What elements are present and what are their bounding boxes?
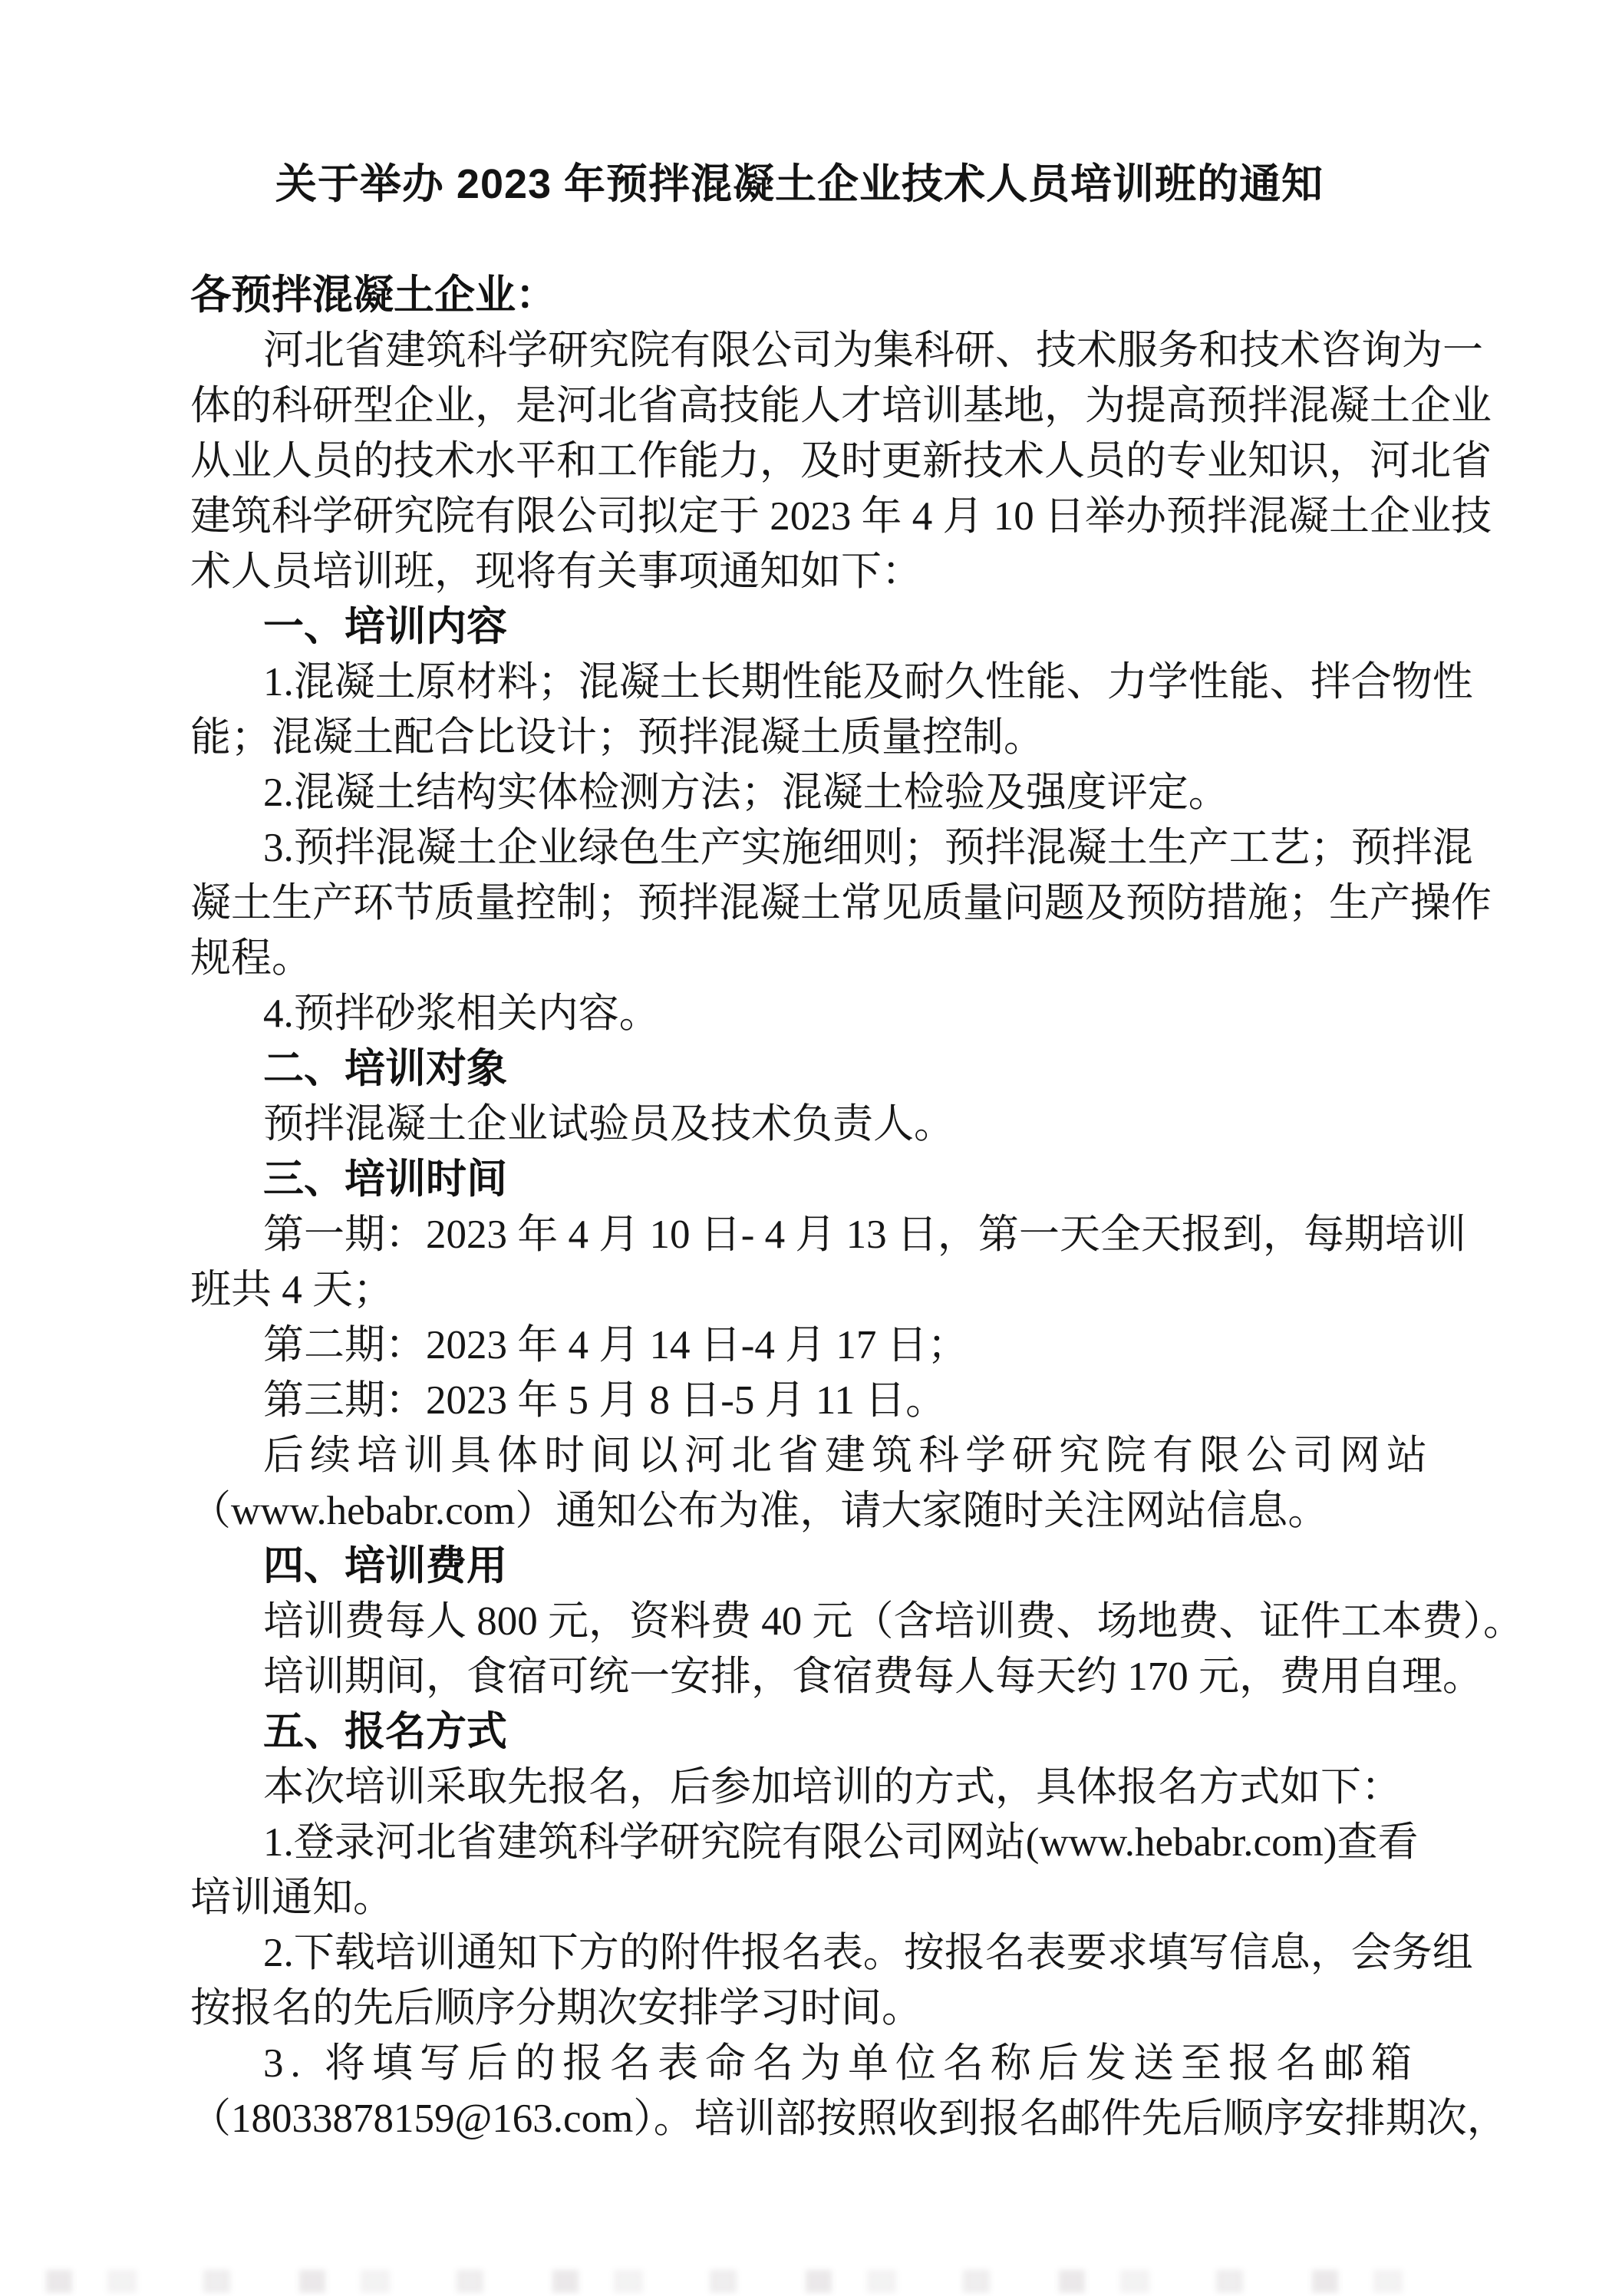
text-line: 五、报名方式: [263, 1709, 507, 1754]
document-body: [190, 268, 1524, 2146]
text-line: 术人员培训班，现将有关事项通知如下：: [190, 549, 922, 594]
text-line: 体的科研型企业，是河北省高技能人才培训基地，为提高预拌混凝土企业: [190, 384, 1492, 428]
text-line: 2.下载培训通知下方的附件报名表。按报名表要求填写信息，会务组: [263, 1931, 1473, 1975]
text-line: 后续培训具体时间以河北省建筑科学研究院有限公司网站: [263, 1433, 1433, 1478]
text-line: 从业人员的技术水平和工作能力，及时更新技术人员的专业知识，河北省: [190, 439, 1492, 483]
text-line: 本次培训采取先报名，后参加培训的方式，具体报名方式如下：: [263, 1765, 1402, 1809]
text-line: 凝土生产环节质量控制；预拌混凝土常见质量问题及预防措施；生产操作: [190, 881, 1492, 925]
text-line: （18033878159@163.com）。培训部按照收到报名邮件先后顺序安排期次，: [190, 2096, 1508, 2141]
text-line: 按报名的先后顺序分期次安排学习时间。: [190, 1986, 922, 2030]
text-line: 培训期间，食宿可统一安排，食宿费每人每天约 170 元，费用自理。: [263, 1654, 1483, 1699]
text-line: 1.登录河北省建筑科学研究院有限公司网站(www.hebabr.com)查看: [263, 1820, 1419, 1865]
text-line: 建筑科学研究院有限公司拟定于 2023 年 4 月 10 日举办预拌混凝土企业技: [190, 494, 1492, 539]
text-line: 第二期：2023 年 4 月 14 日-4 月 17 日；: [263, 1323, 968, 1367]
text-line: 2.混凝土结构实体检测方法；混凝土检验及强度评定。: [263, 770, 1229, 815]
text-line: 培训通知。: [190, 1875, 394, 1920]
text-line: 三、培训时间: [263, 1156, 507, 1202]
text-line: 一、培训内容: [263, 604, 507, 649]
text-line: 二、培训对象: [263, 1046, 507, 1091]
scan-artifact-strip: [46, 2270, 1461, 2293]
text-line: 预拌混凝土企业试验员及技术负责人。: [263, 1102, 954, 1146]
document-title: 关于举办 2023 年预拌混凝土企业技术人员培训班的通知: [275, 161, 1324, 207]
text-line: 规程。: [190, 936, 312, 981]
text-line: 河北省建筑科学研究院有限公司为集科研、技术服务和技术咨询为一: [263, 328, 1483, 373]
text-line: 第三期：2023 年 5 月 8 日-5 月 11 日。: [263, 1378, 947, 1423]
text-line: 第一期：2023 年 4 月 10 日- 4 月 13 日，第一天全天报到，每期培训: [263, 1212, 1466, 1257]
text-line: 能；混凝土配合比设计；预拌混凝土质量控制。: [190, 715, 1044, 760]
text-line: 培训费每人 800 元，资料费 40 元（含培训费、场地费、证件工本费）。: [263, 1599, 1524, 1644]
text-line: （www.hebabr.com）通知公布为准，请大家随时关注网站信息。: [190, 1489, 1329, 1533]
text-line: 班共 4 天；: [190, 1268, 394, 1312]
text-line: 3.预拌混凝土企业绿色生产实施细则；预拌混凝土生产工艺；预拌混: [263, 826, 1473, 870]
text-line: 各预拌混凝土企业：: [190, 272, 556, 318]
text-line: 4.预拌砂浆相关内容。: [263, 991, 660, 1036]
text-line: 四、培训费用: [263, 1543, 507, 1588]
text-line: 1.混凝土原材料；混凝土长期性能及耐久性能、力学性能、拌合物性: [263, 660, 1473, 704]
text-line: 3. 将填写后的报名表命名为单位名称后发送至报名邮箱: [263, 2041, 1419, 2086]
